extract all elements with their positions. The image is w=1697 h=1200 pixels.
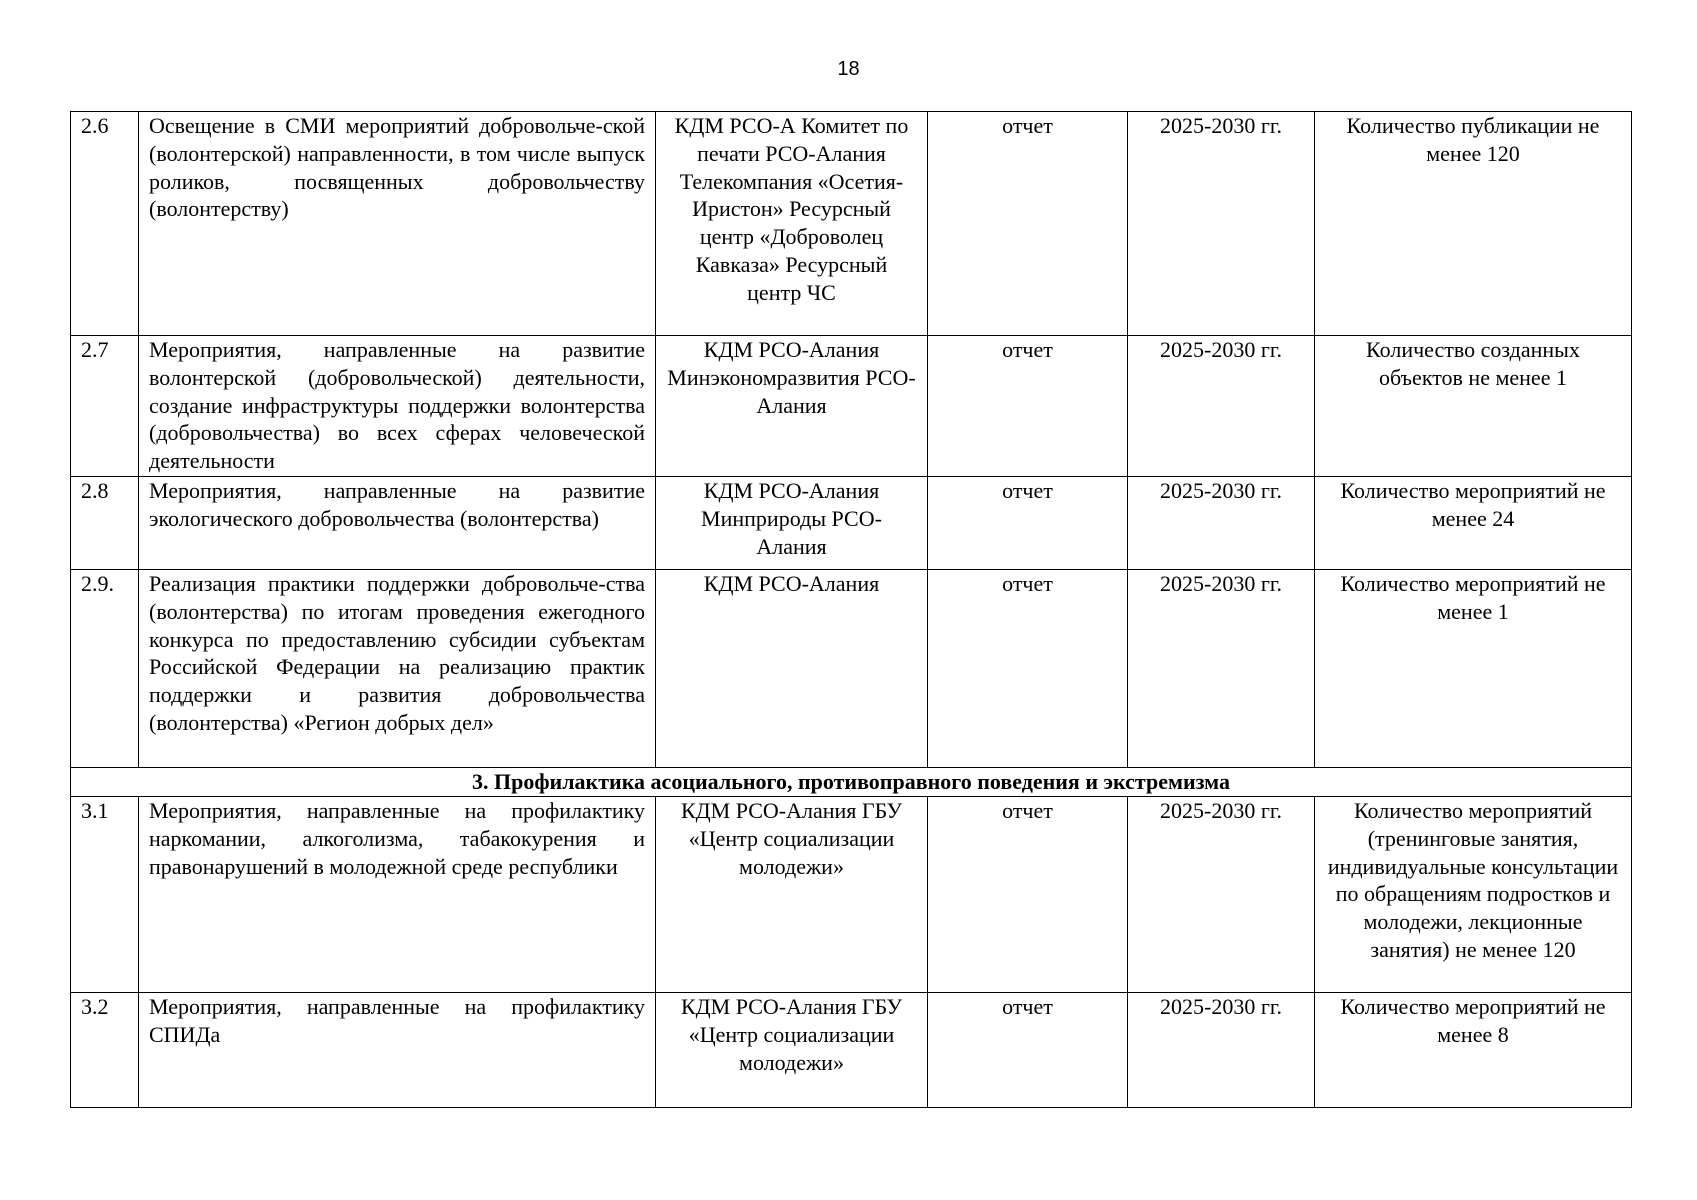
report-form-cell: отчет <box>928 336 1128 477</box>
period-cell: 2025-2030 гг. <box>1128 797 1315 993</box>
report-form-cell: отчет <box>928 112 1128 336</box>
report-form-cell: отчет <box>928 797 1128 993</box>
indicator-cell: Количество мероприятий не менее 24 <box>1315 477 1632 570</box>
report-form-cell: отчет <box>928 477 1128 570</box>
activity-cell: Мероприятия, направленные на развитие волонтерской (добровольческой) деятельности, создание инфраструктуры поддержки волонтерства (добровольчества) во всех сферах человеческой деятельности <box>139 336 656 477</box>
row-number: 2.8 <box>71 477 139 570</box>
table-row <box>71 570 1632 768</box>
period-cell: 2025-2030 гг. <box>1128 112 1315 336</box>
section-heading: 3. Профилактика асоциального, противоправного поведения и экстремизма <box>71 768 1632 797</box>
row-number: 2.7 <box>71 336 139 477</box>
activities-table <box>70 111 1632 1108</box>
executor-cell: КДМ РСО-Алания ГБУ «Центр социализации молодежи» <box>656 797 928 993</box>
activity-cell: Мероприятия, направленные на развитие экологического добровольчества (волонтерства) <box>139 477 656 570</box>
executor-cell: КДМ РСО-Алания Минэкономразвития РСО-Алания <box>656 336 928 477</box>
report-form-cell: отчет <box>928 993 1128 1108</box>
period-cell: 2025-2030 гг. <box>1128 336 1315 477</box>
table-row <box>71 336 1632 477</box>
executor-cell: КДМ РСО-А Комитет по печати РСО-Алания Телекомпания «Осетия-Иристон» Ресурсный центр «Доброволец Кавказа» Ресурсный центр ЧС <box>656 112 928 336</box>
report-form-cell: отчет <box>928 570 1128 768</box>
indicator-cell: Количество мероприятий не менее 8 <box>1315 993 1632 1108</box>
period-cell: 2025-2030 гг. <box>1128 570 1315 768</box>
period-cell: 2025-2030 гг. <box>1128 993 1315 1108</box>
row-number: 3.2 <box>71 993 139 1108</box>
executor-cell: КДМ РСО-Алания Минприроды РСО-Алания <box>656 477 928 570</box>
table-row <box>71 797 1632 993</box>
row-number: 2.6 <box>71 112 139 336</box>
table-row <box>71 112 1632 336</box>
activity-cell: Реализация практики поддержки добровольче-ства (волонтерства) по итогам проведения ежегодного конкурса по предоставлению субсидии субъектам Российской Федерации на реализацию практик поддержки и развития добровольчества (волонтерства) «Регион добрых дел» <box>139 570 656 768</box>
row-number: 3.1 <box>71 797 139 993</box>
row-number: 2.9. <box>71 570 139 768</box>
activity-cell: Мероприятия, направленные на профилактику наркомании, алкоголизма, табакокурения и правонарушений в молодежной среде республики <box>139 797 656 993</box>
indicator-cell: Количество созданных объектов не менее 1 <box>1315 336 1632 477</box>
indicator-cell: Количество мероприятий (тренинговые занятия, индивидуальные консультации по обращениям подростков и молодежи, лекционные занятия) не менее 120 <box>1315 797 1632 993</box>
period-cell: 2025-2030 гг. <box>1128 477 1315 570</box>
activity-cell: Мероприятия, направленные на профилактику СПИДа <box>139 993 656 1108</box>
table-row <box>71 477 1632 570</box>
activity-cell: Освещение в СМИ мероприятий добровольче-ской (волонтерской) направленности, в том числе выпуск роликов, посвященных добровольчеству (волонтерству) <box>139 112 656 336</box>
page-number: 18 <box>837 58 860 80</box>
section-row <box>71 768 1632 797</box>
indicator-cell: Количество мероприятий не менее 1 <box>1315 570 1632 768</box>
table-row <box>71 993 1632 1108</box>
executor-cell: КДМ РСО-Алания <box>656 570 928 768</box>
indicator-cell: Количество публикации не менее 120 <box>1315 112 1632 336</box>
executor-cell: КДМ РСО-Алания ГБУ «Центр социализации молодежи» <box>656 993 928 1108</box>
